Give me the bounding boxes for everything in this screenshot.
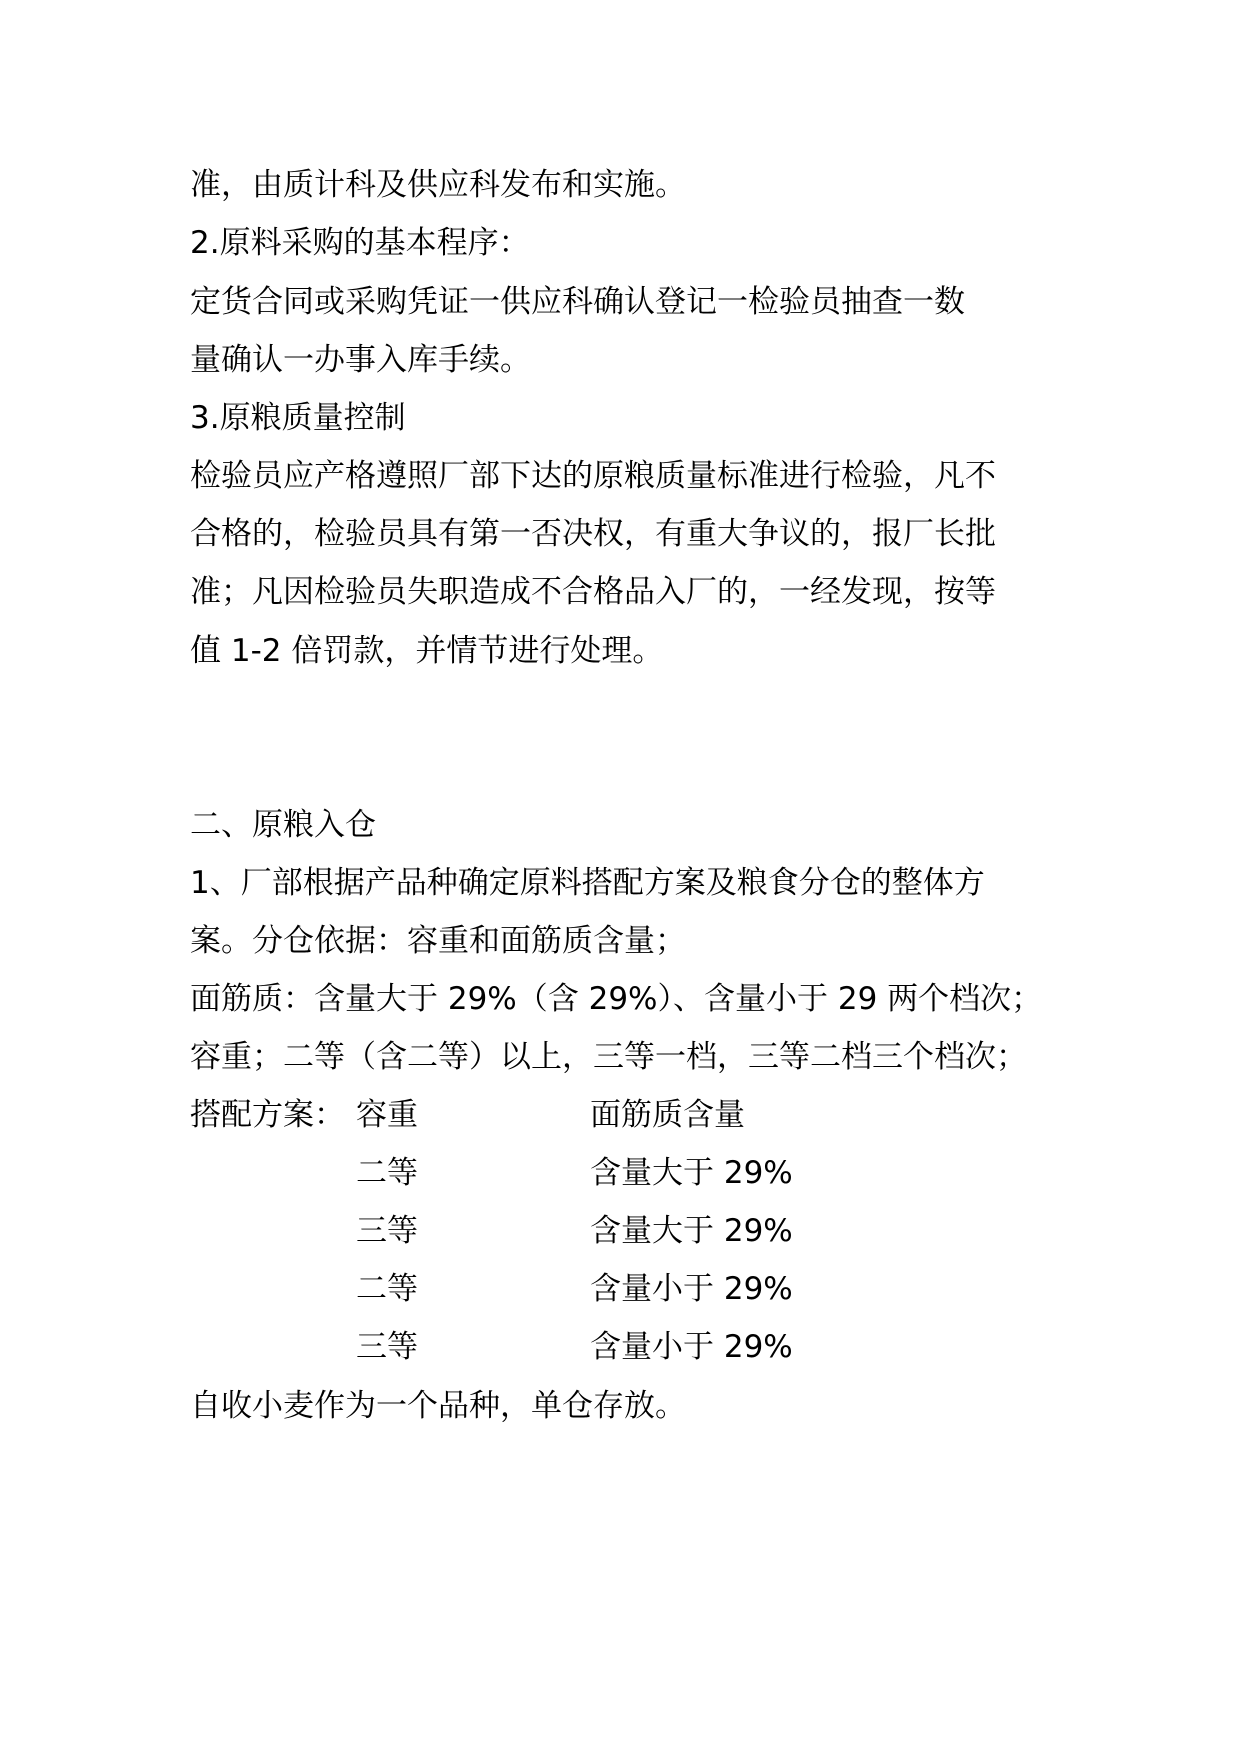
scheme-row-grade: 二等	[356, 1155, 418, 1191]
subheading-purchase-procedure: 2.原料采购的基本程序：	[190, 225, 530, 261]
scheme-row-gluten: 含量小于 29%	[590, 1329, 793, 1365]
scheme-header-gluten-content: 面筋质含量	[590, 1097, 745, 1133]
paragraph-line: 准，由质计科及供应科发布和实施。	[190, 167, 686, 203]
paragraph-line: 合格的，检验员具有第一否决权，有重大争议的，报厂长批	[190, 516, 996, 552]
paragraph-line: 值 1-2 倍罚款，并情节进行处理。	[190, 633, 664, 669]
scheme-row-gluten: 含量大于 29%	[590, 1155, 793, 1191]
section-heading: 二、原粮入仓	[190, 807, 376, 843]
paragraph-line: 量确认一办事入库手续。	[190, 342, 531, 378]
paragraph-line: 准；凡因检验员失职造成不合格品入厂的，一经发现，按等	[190, 574, 996, 610]
scheme-row-grade: 三等	[356, 1213, 418, 1249]
scheme-row-gluten: 含量大于 29%	[590, 1213, 793, 1249]
scheme-row-grade: 二等	[356, 1271, 418, 1307]
scheme-row-gluten: 含量小于 29%	[590, 1271, 793, 1307]
subheading-quality-control: 3.原粮质量控制	[190, 400, 406, 436]
scheme-label: 搭配方案：	[190, 1097, 345, 1133]
paragraph-line: 1、厂部根据产品种确定原料搭配方案及粮食分仓的整体方	[190, 865, 985, 901]
paragraph-line: 定货合同或采购凭证一供应科确认登记一检验员抽查一数	[190, 284, 965, 320]
paragraph-line: 面筋质：含量大于 29%（含 29%）、含量小于 29 两个档次；	[190, 981, 1043, 1017]
scheme-row-grade: 三等	[356, 1329, 418, 1365]
paragraph-line: 案。分仓依据：容重和面筋质含量；	[190, 923, 686, 959]
closing-line: 自收小麦作为一个品种，单仓存放。	[190, 1388, 686, 1424]
scheme-header-bulk-density: 容重	[356, 1097, 418, 1133]
paragraph-line: 检验员应产格遵照厂部下达的原粮质量标准进行检验，凡不	[190, 458, 996, 494]
paragraph-line: 容重；二等（含二等）以上，三等一档，三等二档三个档次；	[190, 1039, 1027, 1075]
